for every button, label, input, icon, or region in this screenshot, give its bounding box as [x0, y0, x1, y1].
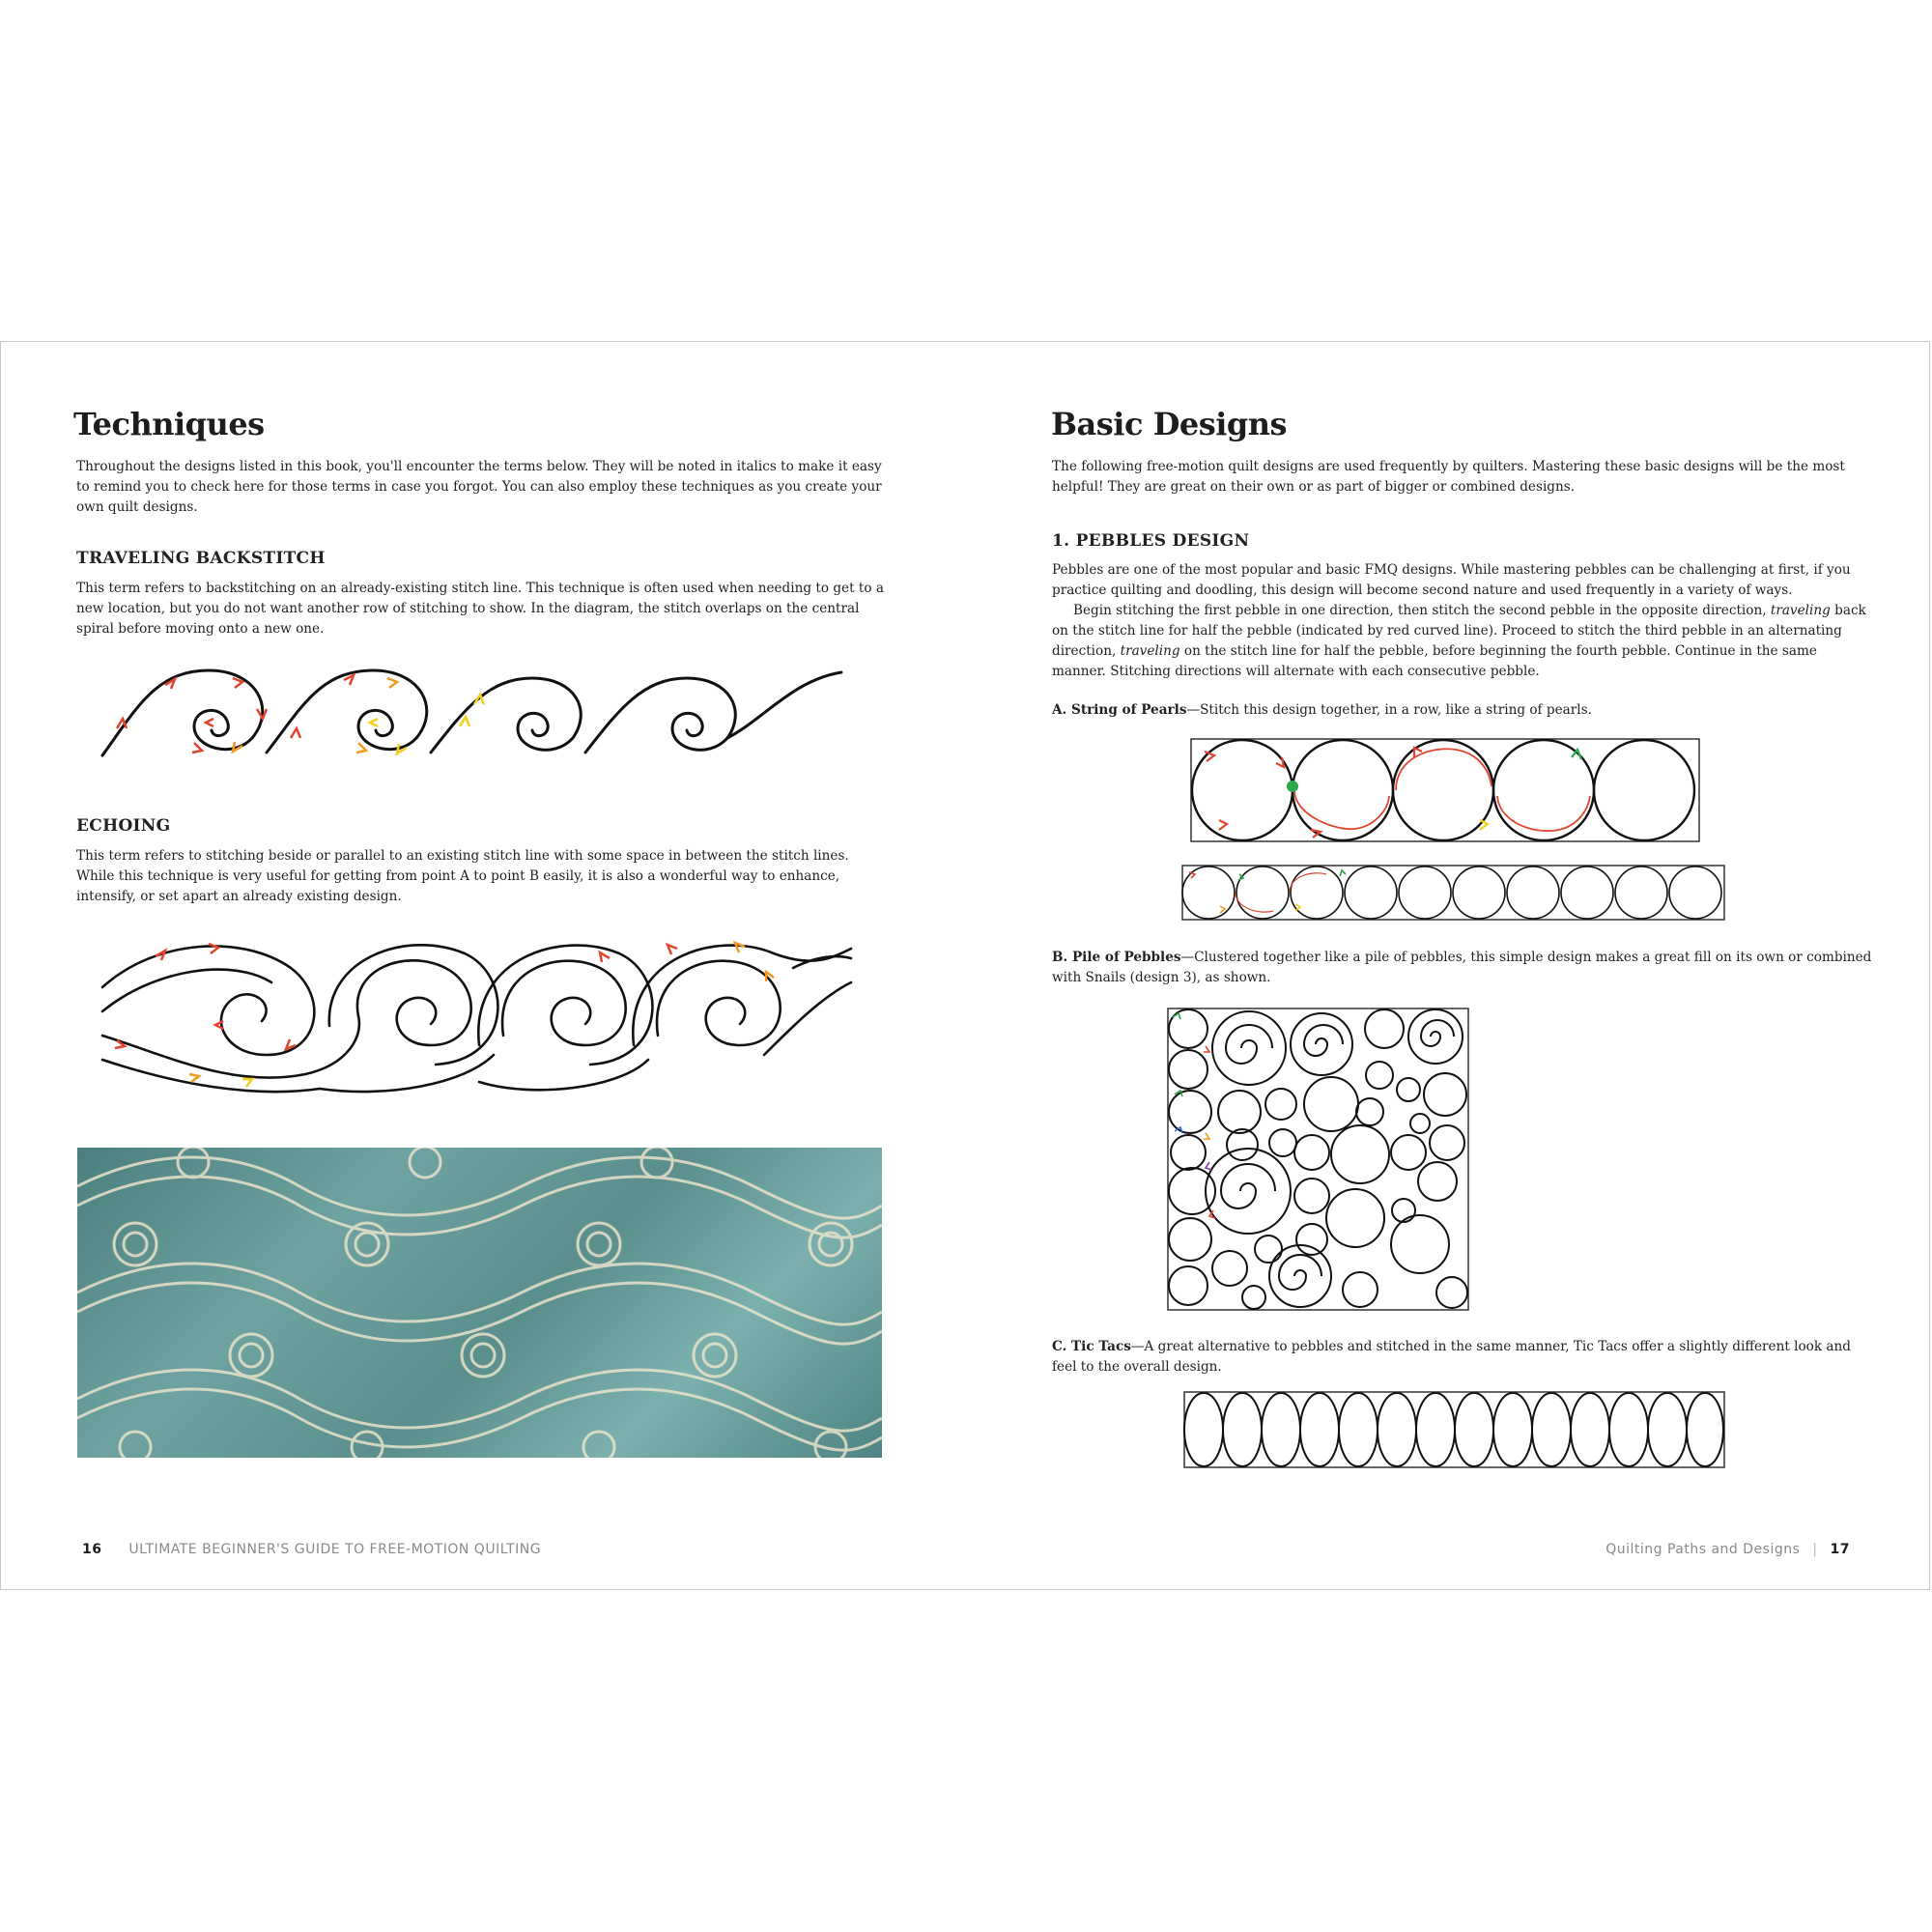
variant-string-of-pearls — [1052, 700, 1873, 721]
echoing-diagram — [98, 929, 851, 1094]
traveling-backstitch-text: This term refers to backstitching on an already-existing stitch line. This technique is often used when needing to get to a new location, but you do not want another row of stitching to show. In the diagram, the stitch overlaps on the central spiral before moving onto a new one. — [76, 581, 884, 637]
echo-direction-arrows — [115, 943, 774, 1087]
right-page — [966, 342, 1931, 1589]
pebbles-para2-italic-1: traveling — [1770, 603, 1831, 618]
left-page — [1, 342, 966, 1589]
running-title: Quilting Paths and Designs — [1605, 1542, 1801, 1557]
variant-text: —Stitch this design together, in a row, like a string of pearls. — [1186, 702, 1592, 718]
pebbles-para2-a: Begin stitching the first pebble in one direction, then stitch the second pebble in the opposite direction, — [1073, 603, 1771, 618]
footer-separator: | — [1812, 1542, 1818, 1557]
fabric-stitching-pattern — [77, 1148, 882, 1458]
variant-label: B. Pile of Pebbles — [1052, 950, 1181, 965]
tic-tacs-diagram — [1183, 1391, 1725, 1468]
pebbles-para2-c: on the stitch line for half the pebble, before beginning the fourth pebble. Continue in the same manner. Stitching directions will alternate with each consecutive pebble. — [1052, 643, 1817, 679]
pebbles-para2-b: back on the stitch line for half the pebble (indicated by red curved line). Proceed to stitch the third pebble in an alternating direction, — [1052, 603, 1866, 659]
section-heading-pebbles: 1. PEBBLES DESIGN — [1052, 531, 1250, 551]
pebbles-para2-italic-2: traveling — [1120, 643, 1180, 659]
intro-paragraph: The following free-motion quilt designs are used frequently by quilters. Mastering these basic designs will be the most helpful! They are great on their own or as part of bigger or combined designs. — [1052, 459, 1845, 495]
teal-quilted-fabric-photo — [77, 1148, 882, 1458]
pile-of-pebbles-diagram — [1167, 1008, 1469, 1311]
string-of-pearls-large-diagram — [1190, 738, 1700, 842]
running-title: ULTIMATE BEGINNER'S GUIDE TO FREE-MOTION QUILTING — [128, 1542, 542, 1557]
page-title: Techniques — [73, 406, 265, 442]
string-of-pearls-small-diagram — [1181, 865, 1725, 921]
section-heading-echoing: ECHOING — [76, 816, 171, 836]
page-title: Basic Designs — [1051, 406, 1288, 442]
variant-label: A. String of Pearls — [1052, 702, 1187, 718]
intro-paragraph: Throughout the designs listed in this book, you'll encounter the terms below. They will be noted in italics to make it easy to remind you to check here for those terms in case you forgot. You can also employ these techniques as you create your own quilt designs. — [76, 459, 882, 515]
right-footer — [1605, 1542, 1850, 1557]
pebbles-text — [1052, 560, 1873, 682]
traveling-backstitch-diagram — [98, 651, 851, 777]
pebbles-para1: Pebbles are one of the most popular and basic FMQ designs. While mastering pebbles can be challenging at first, if you practice quilting and doodling, this design will become second nature and used frequently in a variety of ways. — [1052, 562, 1851, 598]
section-heading-traveling-backstitch: TRAVELING BACKSTITCH — [76, 549, 326, 568]
variant-text: —A great alternative to pebbles and stitched in the same manner, Tic Tacs offer a slightly different look and feel to the overall design. — [1052, 1339, 1851, 1375]
backstitch-direction-arrows — [117, 675, 484, 753]
variant-label: C. Tic Tacs — [1052, 1339, 1131, 1354]
page-number: 16 — [82, 1542, 102, 1557]
start-point-dot — [1287, 781, 1298, 792]
variant-tic-tacs — [1052, 1337, 1873, 1378]
variant-text: —Clustered together like a pile of pebbles, this simple design makes a great fill on its own or combined with Snails (design 3), as shown. — [1052, 950, 1872, 985]
page-number: 17 — [1830, 1542, 1850, 1557]
variant-pile-of-pebbles — [1052, 948, 1873, 988]
echoing-text: This term refers to stitching beside or parallel to an existing stitch line with some space in between the stitch lines. While this technique is very useful for getting from point A to point B easily, it is also a wonderful way to enhance, intensify, or set apart an already existing design. — [76, 848, 849, 904]
book-spread — [0, 341, 1930, 1590]
left-footer — [82, 1542, 541, 1557]
